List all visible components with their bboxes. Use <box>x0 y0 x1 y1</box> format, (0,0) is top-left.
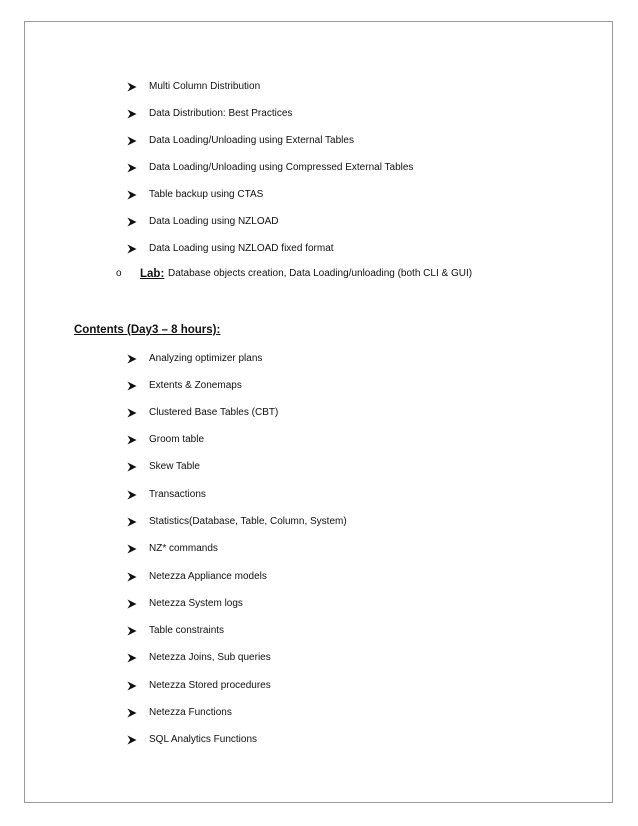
arrow-bullet-icon <box>127 214 137 230</box>
arrow-bullet-icon <box>127 432 137 448</box>
arrow-bullet-icon <box>127 378 137 394</box>
list-item-text: Netezza System logs <box>149 598 243 609</box>
arrow-bullet-icon <box>127 133 137 149</box>
list-item-text: Data Loading using NZLOAD fixed format <box>149 243 334 254</box>
list-item-text: SQL Analytics Functions <box>149 734 258 745</box>
list-item-text: Clustered Base Tables (CBT) <box>149 407 279 418</box>
list-item-text: Netezza Stored procedures <box>149 680 271 691</box>
arrow-bullet-icon <box>127 623 137 639</box>
arrow-bullet-icon <box>127 187 137 203</box>
arrow-bullet-icon <box>127 514 137 530</box>
arrow-bullet-icon <box>127 569 137 585</box>
list-item-text: Groom table <box>149 434 205 445</box>
section-heading: Contents (Day3 – 8 hours): <box>74 324 221 336</box>
lab-text: Database objects creation, Data Loading/unloading (both CLI & GUI) <box>168 268 473 279</box>
arrow-bullet-icon <box>127 106 137 122</box>
list-item-text: Netezza Functions <box>149 707 232 718</box>
arrow-bullet-icon <box>127 732 137 748</box>
list-item-text: Statistics(Database, Table, Column, System) <box>149 516 347 527</box>
arrow-bullet-icon <box>127 487 137 503</box>
arrow-bullet-icon <box>127 241 137 257</box>
lab-label: Lab: <box>140 268 165 280</box>
list-item-text: Table backup using CTAS <box>149 189 264 200</box>
arrow-bullet-icon <box>127 596 137 612</box>
list-item-text: Transactions <box>149 489 206 500</box>
arrow-bullet-icon <box>127 351 137 367</box>
list-item-text: Data Distribution: Best Practices <box>149 108 293 119</box>
list-item-text: NZ* commands <box>149 543 218 554</box>
list-item-text: Data Loading using NZLOAD <box>149 216 279 227</box>
arrow-bullet-icon <box>127 160 137 176</box>
arrow-bullet-icon <box>127 678 137 694</box>
list-item-text: Data Loading/Unloading using Compressed External Tables <box>149 162 414 173</box>
arrow-bullet-icon <box>127 541 137 557</box>
circle-bullet-icon: o <box>116 268 122 279</box>
arrow-bullet-icon <box>127 459 137 475</box>
list-item-text: Netezza Appliance models <box>149 571 267 582</box>
list-item-text: Netezza Joins, Sub queries <box>149 652 271 663</box>
list-item-text: Skew Table <box>149 461 200 472</box>
arrow-bullet-icon <box>127 79 137 95</box>
list-item-text: Extents & Zonemaps <box>149 380 242 391</box>
list-item-text: Data Loading/Unloading using External Tables <box>149 135 354 146</box>
list-item-text: Multi Column Distribution <box>149 81 261 92</box>
list-item-text: Table constraints <box>149 625 225 636</box>
arrow-bullet-icon <box>127 705 137 721</box>
arrow-bullet-icon <box>127 650 137 666</box>
lab-line <box>0 266 638 282</box>
list-item-text: Analyzing optimizer plans <box>149 353 263 364</box>
arrow-bullet-icon <box>127 405 137 421</box>
